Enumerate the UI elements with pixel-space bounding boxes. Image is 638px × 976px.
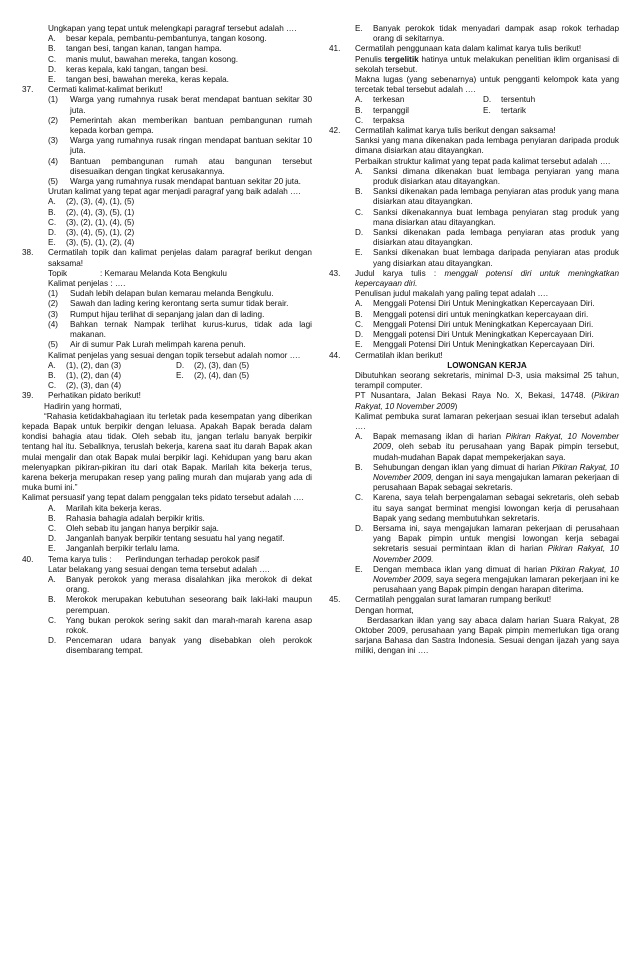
question-prompt: Perbaikan struktur kalimat yang tepat pada kalimat tersebut adalah …. xyxy=(355,156,611,166)
option-b: B. Sehubungan dengan iklan yang dimuat di harian Pikiran Rakyat, 10 November 2009, dengan ini saya mengajukan lamaran pekerjaan di perusahaan Bapak sebagai sekretaris. xyxy=(355,462,619,493)
question-40 xyxy=(22,555,312,657)
bold-word: tergelitik xyxy=(384,54,419,64)
option-c: C. Yang bukan perokok sering sakit dan marah-marah karena asap rokok. xyxy=(48,615,312,635)
option-b: B. terpanggil xyxy=(355,105,409,115)
option-e: E. (3), (5), (1), (2), (4) xyxy=(48,238,135,248)
option-b: B. (2), (4), (3), (5), (1) xyxy=(48,207,135,217)
ad-body: Dibutuhkan seorang sekretaris, minimal D-3, usia maksimal 25 tahun, terampil computer. xyxy=(355,370,619,391)
question-stem: 44. Cermatilah iklan berikut! xyxy=(329,350,443,360)
option-b: B. Rahasia bahagia adalah berpikir kritis. xyxy=(48,513,205,523)
question-prompt: Kalimat penjelas yang sesuai dengan topik tersebut adalah nomor …. xyxy=(48,350,301,360)
question-stem: 39. Perhatikan pidato berikut! xyxy=(22,391,141,401)
option-a: A. Marilah kita bekerja keras. xyxy=(48,503,162,513)
question-36-continued xyxy=(22,24,312,85)
option-row xyxy=(22,371,312,381)
option-a: A. (1), (2), dan (3) xyxy=(48,360,122,370)
speech-text: “Rahasia ketidakbahagiaan itu terletak pada kesempatan yang diberikan kepada Bapak untuk berpikir dengan leluasa. Apakah Bapak berada dalam kondisi bahagia atau tidak. Oleh sebab itu, jangan terlalu banyak berpikir tentang hal itu. Sebaliknya, teruslah bekerja, karena saat itu darah Bapak akan mulai mengalir dan otak Bapak mulai berpikir lagi. Kehidupan yang baru akan melenyapkan pikiran-pikiran itu dari otak Bapak. Marilah kita bekerja terus, karena bekerja merupakan resep yang paling murah dan mujarab yang ada di muka bumi ini.” xyxy=(22,411,312,493)
option-e: E. Dengan membaca iklan yang dimuat di harian Pikiran Rakyat, 10 November 2009, saya segera mengajukan lamaran pekerjaan ini ke perusahaan yang Bapak pimpin dengan harapan diterima. xyxy=(355,564,619,595)
sentence-item: (2) Sawah dan lading kering kerontang serta sumur tidak berair. xyxy=(48,299,289,309)
option-c: C. (3), (2), (1), (4), (5) xyxy=(48,217,135,227)
supporting-label: Kalimat penjelas : …. xyxy=(48,279,126,289)
sentence-item: (3) Warga yang rumahnya rusak ringan mendapat bantuan sekitar 10 juta. xyxy=(48,136,312,156)
question-stem: 41. Cermatilah penggunaan kata dalam kalimat karya tulis berikut! xyxy=(329,44,582,54)
option-e: E. Menggali Potensi Diri Untuk Meningkatkan Kepercayaan Diri. xyxy=(355,340,595,350)
right-column xyxy=(329,24,619,657)
sentence-item: (1) Sudah lebih delapan bulan kemarau melanda Bengkulu. xyxy=(48,289,274,299)
option-e: E. tertarik xyxy=(483,105,527,115)
option-row xyxy=(22,361,312,371)
question-prompt: Latar belakang yang sesuai dengan tema tersebut adalah …. xyxy=(48,564,270,574)
option-c: C. Sanksi dikenakannya buat lembaga penyiaran stag produk yang mana disiarkan atau ditayangkan. xyxy=(355,207,619,227)
question-41 xyxy=(329,44,619,126)
option-c: C. Karena, saya telah berpengalaman sebagai sekretaris, oleh sebab itu saya sangat berminat mengisi lowongan kerja di perusahaan Bapak yang sedang membutuhkan sekretaris. xyxy=(355,493,619,523)
option-c: C. terpaksa xyxy=(355,115,405,125)
option-row xyxy=(329,95,619,105)
ad-address: PT Nusantara, Jalan Bekasi Raya No. X, Bekasi, 14748. (Pikiran Rakyat, 10 November 2009) xyxy=(355,391,619,411)
option-row xyxy=(329,116,619,126)
option-row xyxy=(22,381,312,391)
speech-greeting: Hadirin yang hormati, xyxy=(44,401,122,411)
question-prompt: Urutan kalimat yang tepat agar menjadi paragraf yang baik adalah …. xyxy=(48,187,301,197)
question-stem: 45. Cermatilah penggalan surat lamaran rumpang berikut! xyxy=(329,595,552,605)
option-b: B. Sanksi dikenakan pada lembaga penyiaran atas produk yang mana disiarkan atau ditayangkan. xyxy=(355,187,619,207)
sentence-item: (4) Bantuan pembangunan rumah atau bangunan tersebut disesuaikan dengan tingkat kerusakannya. xyxy=(48,156,312,176)
ad-title: LOWONGAN KERJA xyxy=(447,360,527,370)
question-44 xyxy=(329,351,619,596)
example-sentence: Sanksi yang mana dikenakan pada lembaga penyiaran daripada produk dimana disiarkan atau ditayangkan. xyxy=(355,136,619,156)
option-e: E. Janganlah berpikir terlalu lama. xyxy=(48,544,180,554)
letter-body: Berdasarkan iklan yang say abaca dalam harian Suara Rakyat, 28 Oktober 2009, perusahaan yang Bapak pimpin memerlukan tiga orang sarjana Bahasa dan Sastra Indonesia. Sesuai dengan ijazah yang saya miliki, dengan ini …. xyxy=(355,615,619,656)
option-d: D. keras kepala, kaki tangan, tangan besi. xyxy=(48,64,209,74)
option-d: D. Sanksi dikenakan pada lembaga penyiaran atas produk yang disiarkan atau ditayangkan. xyxy=(355,228,619,248)
question-stem: 43. Judul karya tulis : menggali potensi diri untuk meningkatkan kepercayaan diri. xyxy=(329,268,619,289)
option-c: C. Oleh sebab itu jangan hanya berpikir saja. xyxy=(48,523,219,533)
option-b: B. (1), (2), dan (4) xyxy=(48,370,122,380)
example-sentence: Penulis tergelitik hatinya untuk melakukan penelitian iklim organisasi di sekolah tersebut. xyxy=(355,54,619,74)
question-37 xyxy=(22,85,312,248)
question-stem: Ungkapan yang tepat untuk melengkapi paragraf tersebut adalah …. xyxy=(48,24,297,33)
option-d: D. Bersama ini, saya mengajukan lamaran pekerjaan di perusahaan yang Bapak pimpin untuk mengisi lowongan kerja sebagai sekretaris sesuai permintaan iklan di harian Pikiran Rakyat, 10 November 2009. xyxy=(355,523,619,564)
option-d: D. (3), (4), (5), (1), (2) xyxy=(48,228,135,238)
option-b: B. Menggali potensi diri untuk meningkatkan kepercayaan diri. xyxy=(355,309,589,319)
option-d: D. tersentuh xyxy=(483,95,536,105)
question-42 xyxy=(329,126,619,269)
question-stem: 37. Cermati kalimat-kalimat berikut! xyxy=(22,85,163,95)
option-c: C. manis mulut, bawahan mereka, tangan kosong. xyxy=(48,54,239,64)
question-stem: 40. Tema karya tulis : Perlindungan terhadap perokok pasif xyxy=(22,554,260,564)
option-a: A. terkesan xyxy=(355,95,405,105)
option-a: A. Banyak perokok yang merasa disalahkan jika merokok di dekat orang. xyxy=(48,574,312,595)
question-43 xyxy=(329,269,619,351)
option-a: A. Bapak memasang iklan di harian Pikiran Rakyat, 10 November 2009, oleh sebab itu perusahaan yang Bapak pimpin tersebut, mudah-mudahan Bapak dapat mempekerjakan saya. xyxy=(355,432,620,462)
option-a: A. besar kepala, pembantu-pembantunya, tangan kosong. xyxy=(48,34,267,44)
topic-line: Topik : Kemarau Melanda Kota Bengkulu xyxy=(48,268,227,278)
question-stem: 42. Cermatilah kalimat karya tulis berikut dengan saksama! xyxy=(329,126,556,136)
sentence-item: (5) Warga yang rumahnya rusak mendapat bantuan sekitar 20 juta. xyxy=(48,177,301,187)
question-38 xyxy=(22,248,312,391)
question-45 xyxy=(329,595,619,656)
option-d: D. Pencemaran udara banyak yang disebabkan oleh perokok disembarang tempat. xyxy=(48,636,312,656)
option-c: C. Menggali Potensi Diri untuk Meningkatkan Kepercayaan Diri. xyxy=(355,319,594,329)
sentence-item: (4) Bahkan ternak Nampak terlihat kurus-kurus, tidak ada lagi makanan. xyxy=(48,319,312,340)
option-row xyxy=(329,106,619,116)
option-e: E. tangan besi, bawahan mereka, keras kepala. xyxy=(48,75,229,85)
letter-greeting: Dengan hormat, xyxy=(355,605,414,615)
option-a: A. Sanksi dimana dikenakan buat lembaga penyiaran yang mana produk disiarkan atau ditayangkan. xyxy=(355,166,619,187)
option-d: D. Menggali potensi Diri Untuk Meningkatkan Kepercayaan Diri. xyxy=(355,330,594,340)
option-e: E. Banyak perokok tidak menyadari dampak asap rokok terhadap orang di sekitarnya. xyxy=(355,24,619,44)
option-a: A. Menggali Potensi Diri Untuk Meningkatkan Kepercayaan Diri. xyxy=(355,299,595,309)
option-c: C. (2), (3), dan (4) xyxy=(48,381,122,391)
question-prompt: Penulisan judul makalah yang paling tepat adalah …. xyxy=(355,289,548,299)
question-39 xyxy=(22,391,312,554)
option-d: D. (2), (3), dan (5) xyxy=(176,360,250,370)
sentence-item: (5) Air di sumur Pak Lurah melimpah karena penuh. xyxy=(48,340,246,350)
question-stem: 38. Cermatilah topik dan kalimat penjelas dalam paragraf berikut dengan saksama! xyxy=(22,248,312,268)
option-e: E. Sanksi dikenakan buat lembaga daripada penyiaran atas produk yang disiarkan atau ditayangkan. xyxy=(355,248,619,268)
question-prompt: Kalimat pembuka surat lamaran pekerjaan sesuai iklan tersebut adalah …. xyxy=(355,411,619,431)
question-prompt: Kalimat persuasif yang tepat dalam penggalan teks pidato tersebut adalah …. xyxy=(22,493,304,503)
option-d: D. Janganlah banyak berpikir tentang sesuatu hal yang negatif. xyxy=(48,534,285,544)
option-a: A. (2), (3), (4), (1), (5) xyxy=(48,197,135,207)
question-prompt: Makna lugas (yang sebenarnya) untuk pengganti kelompok kata yang tercetak tebal tersebut adalah …. xyxy=(355,75,619,95)
left-column xyxy=(22,24,312,657)
sentence-item: (1) Warga yang rumahnya rusak berat mendapat bantuan sekitar 30 juta. xyxy=(48,95,312,115)
sentence-item: (2) Pemerintah akan memberikan bantuan pembangunan rumah kepada korban gempa. xyxy=(48,115,312,136)
option-e: E. (2), (4), dan (5) xyxy=(176,370,250,380)
sentence-item: (3) Rumput hijau terlihat di sepanjang jalan dan di lading. xyxy=(48,309,265,319)
option-b: B. Merokok merupakan kebutuhan seseorang baik laki-laki maupun perempuan. xyxy=(48,595,312,615)
option-b: B. tangan besi, tangan kanan, tangan hampa. xyxy=(48,44,222,54)
